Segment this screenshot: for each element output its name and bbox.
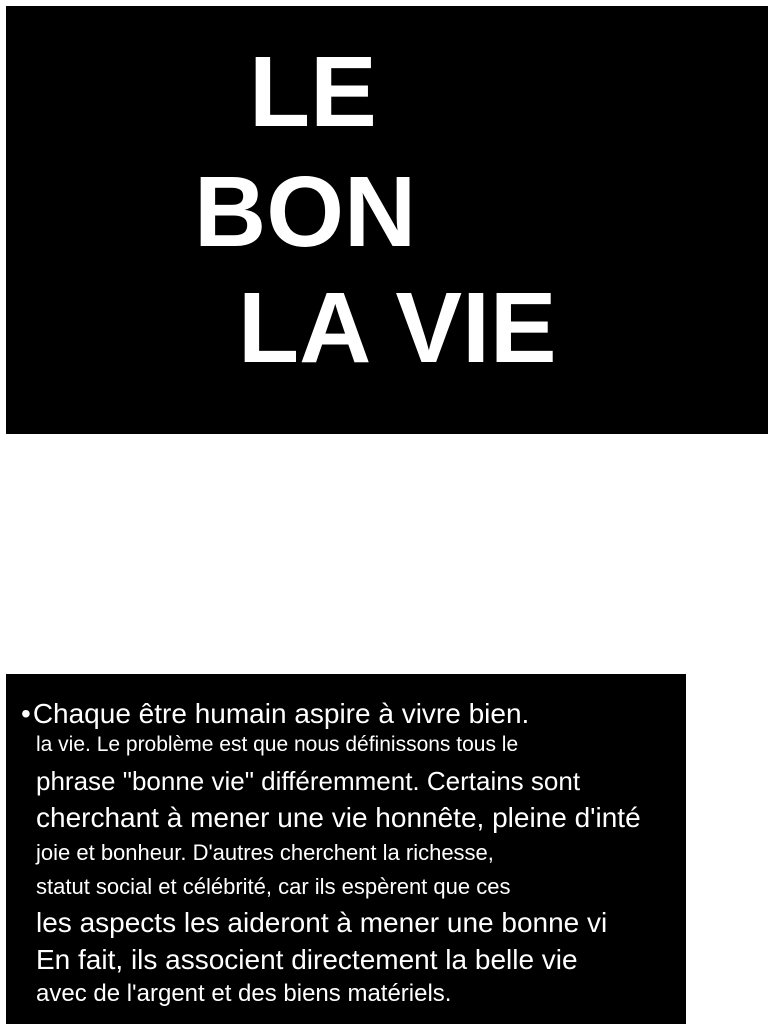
text-line-7: les aspects les aideront à mener une bonne vi (36, 907, 608, 938)
title-line-1: LE (249, 36, 377, 148)
text-line-3: phrase "bonne vie" différemment. Certains sont (36, 766, 581, 796)
text-line-8: En fait, ils associent directement la belle vie (36, 944, 578, 975)
bullet-marker: • (21, 698, 31, 729)
title-line-3: LA VIE (238, 272, 557, 384)
title-line-2: BON (194, 156, 417, 268)
text-line-6: statut social et célébrité, car ils espèrent que ces (36, 874, 511, 899)
text-line-2: la vie. Le problème est que nous définissons tous le (36, 733, 519, 756)
bullet-line (21, 700, 529, 728)
text-line-9: avec de l'argent et des biens matériels. (36, 980, 452, 1007)
text-line-5: joie et bonheur. D'autres cherchent la richesse, (36, 840, 494, 865)
text-slide (6, 674, 686, 1024)
text-line-4: cherchant à mener une vie honnête, pleine d'inté (36, 802, 641, 833)
text-line-1: Chaque être humain aspire à vivre bien. (32, 698, 530, 729)
title-slide (6, 6, 768, 434)
